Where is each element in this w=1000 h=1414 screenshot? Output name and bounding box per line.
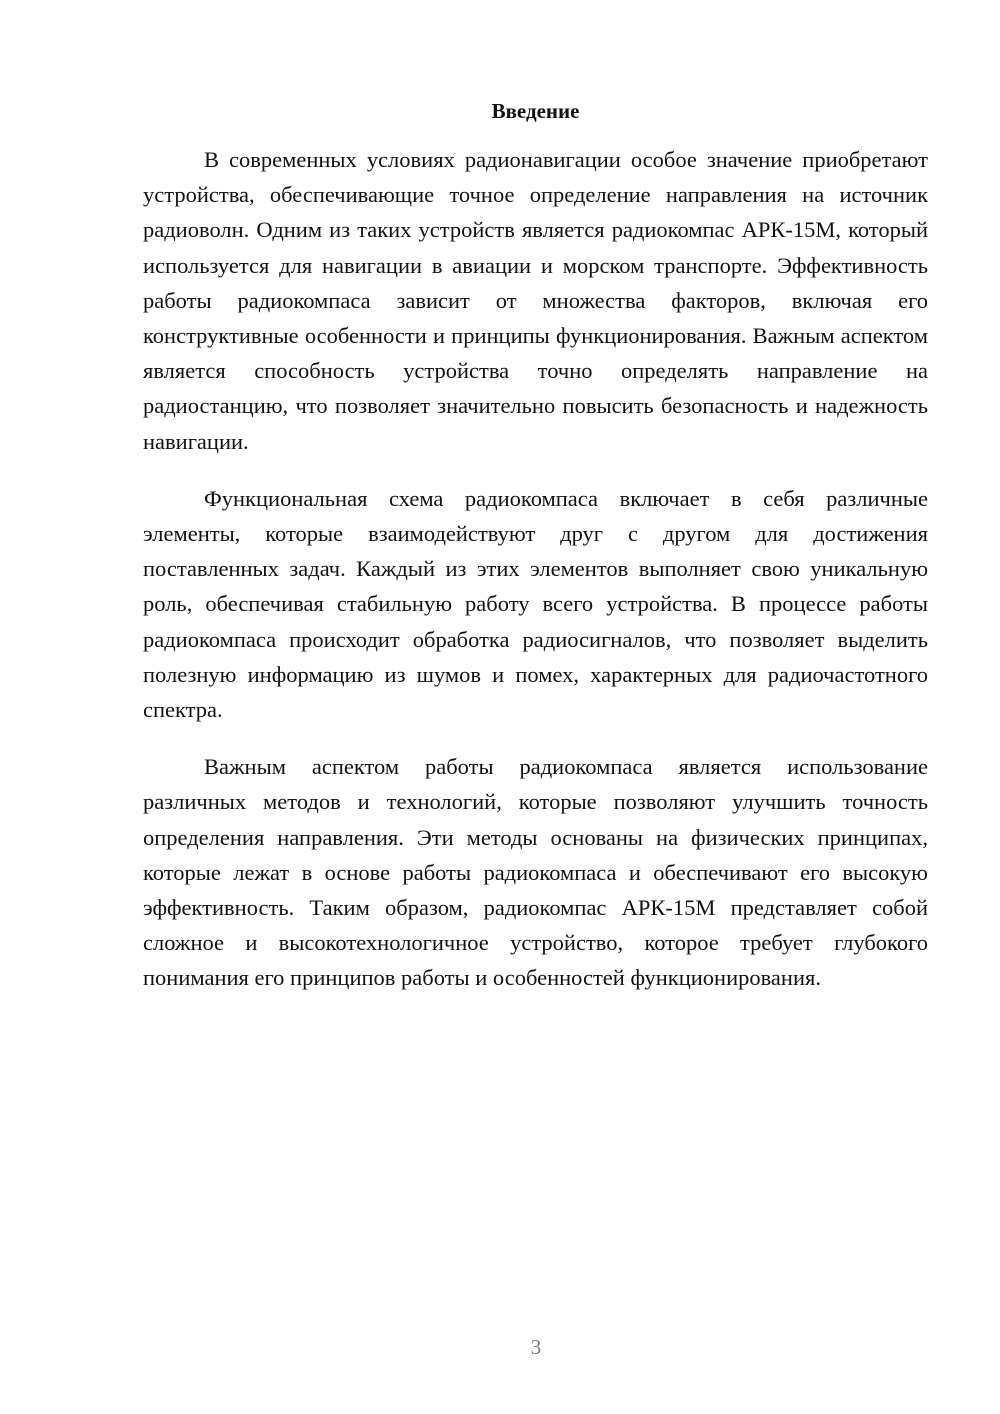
paragraph-3: Важным аспектом работы радиокомпаса является использование различных методов и технологий, которые позволяют улучшить точность определения направления. Эти методы основаны на физических принципах, которые лежат в основе работы радиокомпаса и обеспечивают его высокую эффективность. Таким образом, радиокомпас АРК-15М представляет собой сложное и высокотехнологичное устройство, которое требует глубокого понимания его принципов работы и особенностей функционирования. xyxy=(143,754,928,991)
section-heading: Введение xyxy=(491,99,580,123)
page-number: 3 xyxy=(530,1335,542,1359)
body-text xyxy=(143,142,928,996)
paragraph-1: В современных условиях радионавигации особое значение приобретают устройства, обеспечивающие точное определение направления на источник радиоволн. Одним из таких устройств является радиокомпас АРК-15М, который используется для навигации в авиации и морском транспорте. Эффективность работы радиокомпаса зависит от множества факторов, включая его конструктивные особенности и принципы функционирования. Важным аспектом является способность устройства точно определять направление на радиостанцию, что позволяет значительно повысить безопасность и надежность навигации. xyxy=(143,147,928,454)
paragraph-2: Функциональная схема радиокомпаса включает в себя различные элементы, которые взаимодействуют друг с другом для достижения поставленных задач. Каждый из этих элементов выполняет свою уникальную роль, обеспечивая стабильную работу всего устройства. В процессе работы радиокомпаса происходит обработка радиосигналов, что позволяет выделить полезную информацию из шумов и помех, характерных для радиочастотного спектра. xyxy=(143,485,928,723)
